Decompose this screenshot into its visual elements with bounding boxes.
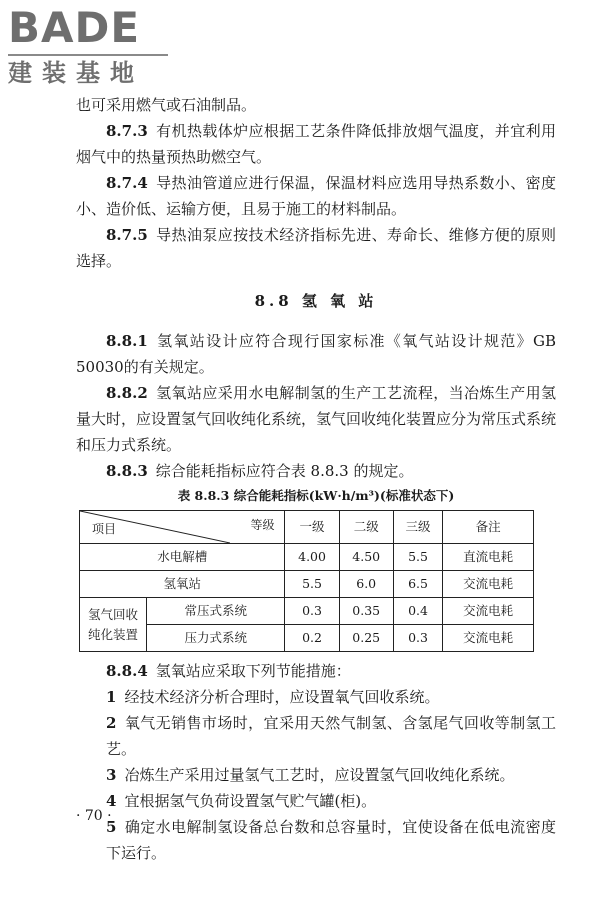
table-cell: 交流电耗 [443, 571, 534, 598]
clause-text: 有机热载体炉应根据工艺条件降低排放烟气温度，并宜利用烟气中的热量预热助燃空气。 [76, 122, 556, 166]
section-heading: 8.8 氢 氧 站 [254, 292, 378, 310]
item-text: 宜根据氢气负荷设置氢气贮气罐(柜)。 [124, 792, 377, 810]
clause-8-8-4 [76, 658, 556, 684]
clause-text: 导热油管道应进行保温，保温材料应选用导热系数小、密度小、造价低、运输方便，且易于施工的材料制品。 [76, 174, 556, 218]
item-text: 确定水电解制氢设备总台数和总容量时，宜使设备在低电流密度下运行。 [106, 818, 556, 862]
clause-text: 氢氧站应采取下列节能措施： [155, 662, 351, 680]
item-number: 1 [106, 688, 117, 706]
page-number: · 70 · [76, 808, 112, 824]
table-cell: 5.5 [393, 544, 442, 571]
table-header: 备注 [443, 511, 534, 544]
list-item [76, 788, 556, 814]
table-header-row [80, 511, 534, 544]
clause-text: 氢氧站设计应符合现行国家标准《氧气站设计规范》GB 50030的有关规定。 [76, 332, 556, 376]
table-cell: 4.00 [285, 544, 339, 571]
table-cell: 0.4 [393, 598, 442, 625]
group-label-line: 纯化装置 [87, 626, 138, 642]
item-number: 4 [106, 792, 117, 810]
table-cell: 交流电耗 [443, 598, 534, 625]
table-cell: 0.3 [285, 598, 339, 625]
item-number: 5 [106, 818, 117, 836]
list-item [76, 684, 556, 710]
table-cell: 6.0 [339, 571, 393, 598]
intro-paragraph: 也可采用燃气或石油制品。 [76, 96, 257, 114]
clause-text: 氢氧站应采用水电解制氢的生产工艺流程，当冶炼生产用氢量大时，应设置氢气回收纯化系统，氢气回收纯化装置应分为常压式系统和压力式系统。 [76, 384, 557, 454]
table-cell: 0.35 [339, 598, 393, 625]
table-row [80, 571, 534, 598]
table-cell: 6.5 [393, 571, 442, 598]
watermark-logo [8, 4, 178, 90]
table-caption: 表 8.8.3 综合能耗指标(kW·h/m³)(标准状态下) [177, 488, 455, 503]
row-label: 常压式系统 [147, 598, 285, 625]
table-cell: 4.50 [339, 544, 393, 571]
clause-8-8-2 [76, 380, 556, 458]
table-row [80, 598, 534, 625]
clause-8-7-4 [76, 170, 556, 222]
corner-item-label: 项目 [92, 522, 117, 536]
table-cell: 0.3 [393, 625, 442, 652]
logo-divider [8, 54, 168, 56]
corner-grade-label: 等级 [250, 518, 275, 532]
clause-8-7-3 [76, 118, 556, 170]
table-header: 二级 [339, 511, 393, 544]
table-cell: 交流电耗 [443, 625, 534, 652]
table-header: 三级 [393, 511, 442, 544]
clause-8-8-1 [76, 328, 556, 380]
table-cell: 0.25 [339, 625, 393, 652]
energy-table [79, 510, 534, 652]
page-content [76, 92, 556, 866]
table-row [80, 544, 534, 571]
clause-8-8-3 [76, 458, 556, 484]
clause-number: 8.8.3 [106, 462, 148, 480]
table-cell: 5.5 [285, 571, 339, 598]
clause-text: 综合能耗指标应符合表 8.8.3 的规定。 [155, 462, 414, 480]
item-text: 经技术经济分析合理时，应设置氧气回收系统。 [124, 688, 440, 706]
row-label: 氢氧站 [80, 571, 285, 598]
row-label: 压力式系统 [147, 625, 285, 652]
list-item [76, 762, 556, 788]
item-text: 冶炼生产采用过量氢气工艺时，应设置氢气回收纯化系统。 [124, 766, 515, 784]
logo-subtitle: 建装基地 [8, 59, 144, 87]
clause-8-7-5 [76, 222, 556, 274]
list-item [76, 814, 556, 866]
table-corner-cell [80, 511, 285, 544]
table-header: 一级 [285, 511, 339, 544]
clause-text: 导热油泵应按技术经济指标先进、寿命长、维修方便的原则选择。 [76, 226, 556, 270]
clause-number: 8.7.5 [106, 226, 148, 244]
logo-name: BADE [8, 3, 141, 52]
item-text: 氧气无销售市场时，宜采用天然气制氢、含氢尾气回收等制氢工艺。 [106, 714, 556, 758]
clause-number: 8.8.2 [106, 384, 148, 402]
clause-number: 8.8.4 [106, 662, 148, 680]
list-item [76, 710, 556, 762]
table-cell: 直流电耗 [443, 544, 534, 571]
item-number: 2 [106, 714, 117, 732]
group-label-cell [80, 598, 147, 652]
group-label-line: 氢气回收 [87, 606, 138, 622]
clause-number: 8.8.1 [106, 332, 148, 350]
clause-number: 8.7.4 [106, 174, 148, 192]
item-number: 3 [106, 766, 117, 784]
clause-number: 8.7.3 [106, 122, 148, 140]
table-cell: 0.2 [285, 625, 339, 652]
row-label: 水电解槽 [80, 544, 285, 571]
table-row [80, 625, 534, 652]
